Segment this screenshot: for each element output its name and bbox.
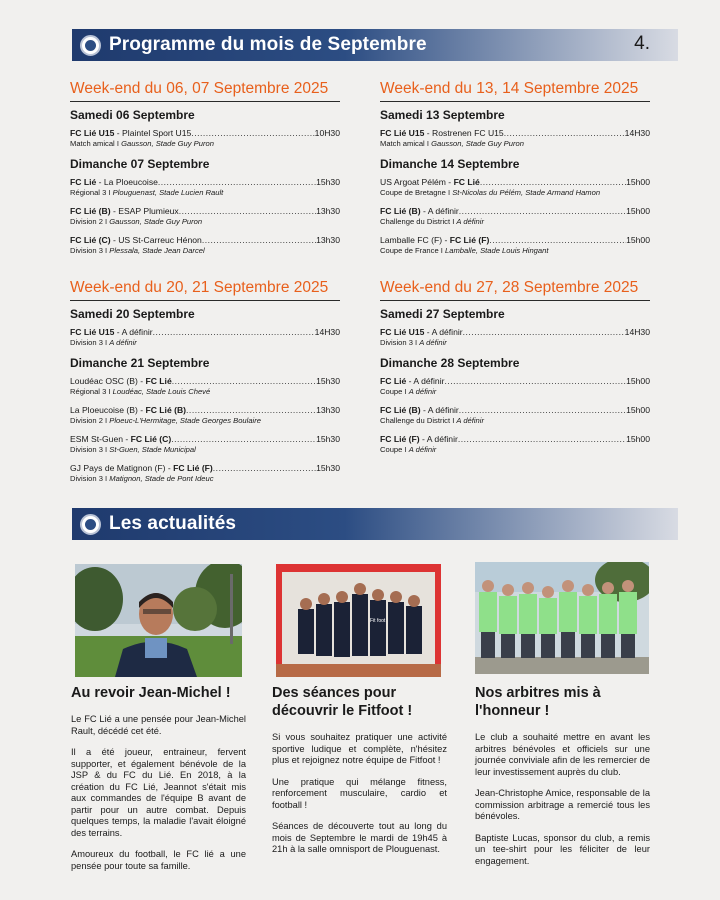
article-paragraph: Jean-Christophe Amice, responsable de la commission arbitrage a remercié tous les bénévoles. — [475, 788, 650, 821]
article-paragraph: Si vous souhaitez pratiquer une activité sportive ludique et complète, n'hésitez plus et rejoignez notre équipe de Fitfoot ! — [272, 732, 447, 765]
dot-leader — [463, 327, 625, 338]
match-teams — [380, 235, 489, 246]
club-logo-icon — [80, 35, 101, 56]
competition: Coupe de Bretagne — [380, 188, 446, 197]
match-teams — [70, 327, 153, 338]
match-time: 15h30 — [316, 463, 340, 473]
weekend-title: Week-end du 20, 21 Septembre 2025 — [70, 278, 340, 301]
match-time: 13h30 — [316, 206, 340, 216]
home-team: ESM St-Guen - — [70, 434, 131, 444]
match-line — [70, 177, 340, 188]
separator: I — [114, 139, 122, 148]
match-time: 13h30 — [316, 235, 340, 245]
venue: A définir — [408, 445, 437, 454]
dot-leader — [179, 206, 316, 217]
match-teams — [380, 376, 444, 387]
match-line — [70, 128, 340, 139]
match-entry — [380, 128, 650, 149]
match-line — [70, 206, 340, 217]
dot-leader — [158, 177, 316, 188]
match-entry — [380, 327, 650, 348]
venue: Ploeuc-L'Hermitage, Stade Georges Boulaire — [109, 416, 261, 425]
dot-leader — [172, 376, 316, 387]
match-teams — [70, 206, 179, 217]
match-info — [380, 416, 650, 426]
article-paragraph: Amoureux du football, le FC lié a une pensée pour toute sa famille. — [71, 849, 246, 871]
match-line — [70, 405, 340, 416]
match-time: 15h00 — [626, 206, 650, 216]
separator: I — [102, 474, 110, 483]
venue: Lamballe, Stade Louis Hingant — [445, 246, 549, 255]
away-team: - La Ploeucoise — [96, 177, 158, 187]
away-team: - A définir — [420, 405, 459, 415]
away-team: - ESAP Plumieux — [110, 206, 179, 216]
competition: Division 3 — [70, 474, 103, 483]
dot-leader — [153, 327, 315, 338]
club-team: FC Lié (C) — [70, 235, 111, 245]
club-team: FC Lié (B) — [145, 405, 187, 415]
program-title: Programme du mois de Septembre — [109, 34, 427, 55]
away-team: - A définir — [419, 434, 458, 444]
match-teams — [70, 405, 186, 416]
dot-leader — [191, 128, 314, 139]
photo-jean-michel — [75, 564, 242, 677]
separator: I — [438, 246, 446, 255]
club-team: FC Lié — [380, 376, 407, 386]
weekend-title: Week-end du 27, 28 Septembre 2025 — [380, 278, 650, 301]
photo-fitfoot — [276, 564, 441, 677]
match-entry — [70, 128, 340, 149]
dot-leader — [458, 434, 626, 445]
news-banner — [72, 508, 678, 540]
match-info — [70, 416, 340, 426]
match-entry — [70, 206, 340, 227]
match-line — [70, 434, 340, 445]
match-entry — [70, 463, 340, 484]
match-info — [380, 445, 650, 455]
article-card — [475, 684, 650, 877]
competition: Coupe — [380, 445, 403, 454]
match-teams — [380, 128, 504, 139]
venue: Gausson, Stade Guy Puron — [109, 217, 203, 226]
day-label: Samedi 27 Septembre — [380, 307, 505, 321]
venue: St-Nicolas du Pélém, Stade Armand Hamon — [452, 188, 601, 197]
separator: I — [102, 246, 110, 255]
match-teams — [380, 327, 463, 338]
page-number: 4. — [634, 33, 650, 54]
competition: Coupe — [380, 387, 403, 396]
match-info — [70, 474, 340, 484]
match-info — [70, 217, 340, 227]
match-entry — [380, 434, 650, 455]
match-line — [380, 235, 650, 246]
match-entry — [380, 177, 650, 198]
match-line — [380, 206, 650, 217]
venue: A définir — [408, 387, 437, 396]
match-entry — [70, 405, 340, 426]
match-teams — [70, 434, 171, 445]
club-team: FC Lié — [70, 177, 97, 187]
article-card — [71, 684, 246, 882]
home-team: GJ Pays de Matignon (F) - — [70, 463, 174, 473]
article-paragraph: Le club a souhaité mettre en avant les arbitres bénévoles et officiels sur une journée conviviale afin de les remercier de leur investissement auprès du club. — [475, 732, 650, 777]
venue: Gausson, Stade Guy Puron — [121, 139, 214, 148]
article-title: Des séances pour découvrir le Fitfoot ! — [272, 685, 413, 719]
dot-leader — [202, 235, 316, 246]
club-team: FC Lié U15 — [70, 327, 115, 337]
match-entry — [380, 376, 650, 397]
match-line — [380, 128, 650, 139]
portrait-photo — [75, 564, 242, 677]
away-team: - US St-Carreuc Hénon — [110, 235, 202, 245]
dot-leader — [444, 376, 626, 387]
away-team: - Rostrenen FC U15 — [424, 128, 504, 138]
dot-leader — [186, 405, 316, 416]
weekend-block — [380, 79, 650, 264]
match-teams — [70, 177, 158, 188]
match-entry — [380, 206, 650, 227]
competition: Division 3 — [70, 338, 103, 347]
shirt-text: Fit foot — [370, 618, 386, 624]
match-line — [70, 376, 340, 387]
match-entry — [70, 235, 340, 256]
competition: Coupe de France — [380, 246, 439, 255]
venue: A définir — [109, 338, 137, 347]
match-line — [380, 177, 650, 188]
match-entry — [380, 405, 650, 426]
competition: Match amical — [380, 139, 425, 148]
match-info — [70, 338, 340, 348]
club-team: FC Lié — [453, 177, 480, 187]
club-team: FC Lié (F) — [449, 235, 490, 245]
competition: Division 3 — [70, 445, 103, 454]
day-label: Dimanche 28 Septembre — [380, 356, 520, 370]
separator: I — [106, 188, 113, 197]
day-label: Dimanche 14 Septembre — [380, 157, 520, 171]
match-line — [380, 405, 650, 416]
match-info — [380, 217, 650, 227]
competition: Régional 3 — [70, 387, 107, 396]
separator: I — [402, 445, 409, 454]
competition: Division 2 — [70, 416, 103, 425]
match-info — [380, 246, 650, 256]
away-team: - A définir — [406, 376, 445, 386]
match-time: 10H30 — [314, 128, 340, 138]
article-paragraph: Une pratique qui mélange fitness, renforcement musculaire, cardio et football ! — [272, 776, 447, 810]
match-teams — [70, 128, 191, 139]
referees-group-photo — [475, 562, 649, 674]
separator: I — [412, 338, 420, 347]
article-paragraph: Séances de découverte tout au long du mois de Septembre le mardi de 19h45 à 21h à la salle omnisport de Plouguenast. — [272, 821, 447, 854]
article-card — [272, 684, 447, 866]
match-info — [70, 188, 340, 198]
venue: Plouguenast, Stade Lucien Rault — [112, 188, 224, 197]
venue: Matignon, Stade de Pont Ideuc — [109, 474, 214, 483]
match-line — [70, 235, 340, 246]
match-teams — [380, 206, 459, 217]
dot-leader — [489, 235, 626, 246]
home-team: La Ploeucoise (B) - — [70, 405, 146, 415]
home-team: Loudéac OSC (B) - — [70, 376, 146, 386]
match-time: 15h30 — [316, 376, 340, 386]
news-title: Les actualités — [109, 513, 237, 534]
match-line — [380, 327, 650, 338]
separator: I — [424, 139, 432, 148]
match-info — [380, 387, 650, 397]
away-team: - A définir — [420, 206, 459, 216]
club-team: FC Lié (B) — [70, 206, 111, 216]
venue: Gausson, Stade Guy Puron — [431, 139, 524, 148]
dot-leader — [213, 463, 316, 474]
match-time: 15h00 — [626, 235, 650, 245]
article-paragraph: Baptiste Lucas, sponsor du club, a remis un tee-shirt pour les féliciter de leur engagement. — [475, 832, 650, 866]
competition: Régional 3 — [70, 188, 107, 197]
separator: I — [102, 338, 110, 347]
day-label: Dimanche 07 Septembre — [70, 157, 210, 171]
venue: St-Guen, Stade Municipal — [109, 445, 196, 454]
venue: A définir — [456, 416, 484, 425]
club-team: FC Lié (B) — [380, 405, 421, 415]
article-title: Nos arbitres mis à l'honneur ! — [475, 685, 601, 719]
day-label: Samedi 20 Septembre — [70, 307, 195, 321]
competition: Challenge du District — [380, 416, 451, 425]
dot-leader — [504, 128, 625, 139]
match-line — [380, 434, 650, 445]
match-teams — [70, 463, 213, 474]
match-time: 15h00 — [626, 177, 650, 187]
match-entry — [70, 434, 340, 455]
separator: I — [106, 387, 113, 396]
separator: I — [450, 217, 457, 226]
away-team: - A définir — [424, 327, 463, 337]
match-teams — [380, 177, 480, 188]
match-info — [70, 139, 340, 149]
separator: I — [445, 188, 453, 197]
match-time: 14H30 — [314, 327, 340, 337]
club-team: FC Lié U15 — [70, 128, 115, 138]
match-time: 15h30 — [316, 434, 340, 444]
competition: Division 2 — [70, 217, 103, 226]
club-team: FC Lié (F) — [173, 463, 213, 473]
article-paragraph: Il a été joueur, entraineur, fervent supporter, et également bénévole de la JSP & du FC du Lié. En 2018, à la création du FC Lié, Jeannot s'était mis aux commandes de l'équipe B avant de partir pour un autre combat. Depuis quelques temps, la maladie l'avait éloigné des terrains. — [71, 747, 246, 838]
weekend-block — [70, 278, 340, 492]
match-time: 13h30 — [316, 405, 340, 415]
match-entry — [380, 235, 650, 256]
dot-leader — [459, 405, 626, 416]
competition: Division 3 — [70, 246, 103, 255]
day-label: Samedi 06 Septembre — [70, 108, 195, 122]
separator: I — [102, 445, 110, 454]
day-label: Dimanche 21 Septembre — [70, 356, 210, 370]
match-info — [380, 338, 650, 348]
dot-leader — [459, 206, 626, 217]
competition: Challenge du District — [380, 217, 451, 226]
venue: Plessala, Stade Jean Darcel — [109, 246, 205, 255]
venue: A définir — [456, 217, 484, 226]
venue: A définir — [419, 338, 447, 347]
match-time: 14H30 — [624, 128, 650, 138]
separator: I — [450, 416, 457, 425]
fitfoot-team-photo — [276, 564, 441, 677]
match-info — [380, 188, 650, 198]
program-banner — [72, 29, 678, 61]
club-team: FC Lié U15 — [380, 128, 425, 138]
match-teams — [380, 405, 459, 416]
match-info — [70, 445, 340, 455]
dot-leader — [171, 434, 316, 445]
match-teams — [380, 434, 458, 445]
home-team: Lamballe FC (F) - — [380, 235, 450, 245]
match-line — [380, 376, 650, 387]
club-team: FC Lié (B) — [380, 206, 421, 216]
weekend-block — [380, 278, 650, 463]
match-info — [70, 387, 340, 397]
match-line — [70, 327, 340, 338]
club-team: FC Lié (F) — [380, 434, 420, 444]
article-title: Au revoir Jean-Michel ! — [71, 685, 231, 701]
match-line — [70, 463, 340, 474]
separator: I — [102, 416, 110, 425]
match-time: 15h00 — [626, 434, 650, 444]
separator: I — [402, 387, 409, 396]
club-team: FC Lié — [145, 376, 172, 386]
article-paragraph: Le FC Lié a une pensée pour Jean-Michel Rault, décédé cet été. — [71, 714, 246, 736]
match-time: 15h00 — [626, 405, 650, 415]
match-info — [380, 139, 650, 149]
dot-leader — [480, 177, 626, 188]
weekend-block — [70, 79, 340, 264]
away-team: - A définir — [114, 327, 153, 337]
match-entry — [70, 177, 340, 198]
competition: Match amical — [70, 139, 115, 148]
match-entry — [70, 327, 340, 348]
match-time: 15h00 — [626, 376, 650, 386]
weekend-title: Week-end du 06, 07 Septembre 2025 — [70, 79, 340, 102]
venue: Loudéac, Stade Louis Chevé — [112, 387, 211, 396]
match-teams — [70, 376, 172, 387]
club-team: FC Lié U15 — [380, 327, 425, 337]
match-time: 15h30 — [316, 177, 340, 187]
competition: Division 3 — [380, 338, 413, 347]
weekend-title: Week-end du 13, 14 Septembre 2025 — [380, 79, 650, 102]
away-team: - Plaintel Sport U15 — [114, 128, 192, 138]
day-label: Samedi 13 Septembre — [380, 108, 505, 122]
separator: I — [102, 217, 110, 226]
match-teams — [70, 235, 202, 246]
match-info — [70, 246, 340, 256]
club-team: FC Lié (C) — [130, 434, 172, 444]
match-entry — [70, 376, 340, 397]
match-time: 14H30 — [624, 327, 650, 337]
club-logo-icon — [80, 514, 101, 535]
photo-arbitres — [475, 562, 649, 674]
home-team: US Argoat Pélém - — [380, 177, 454, 187]
